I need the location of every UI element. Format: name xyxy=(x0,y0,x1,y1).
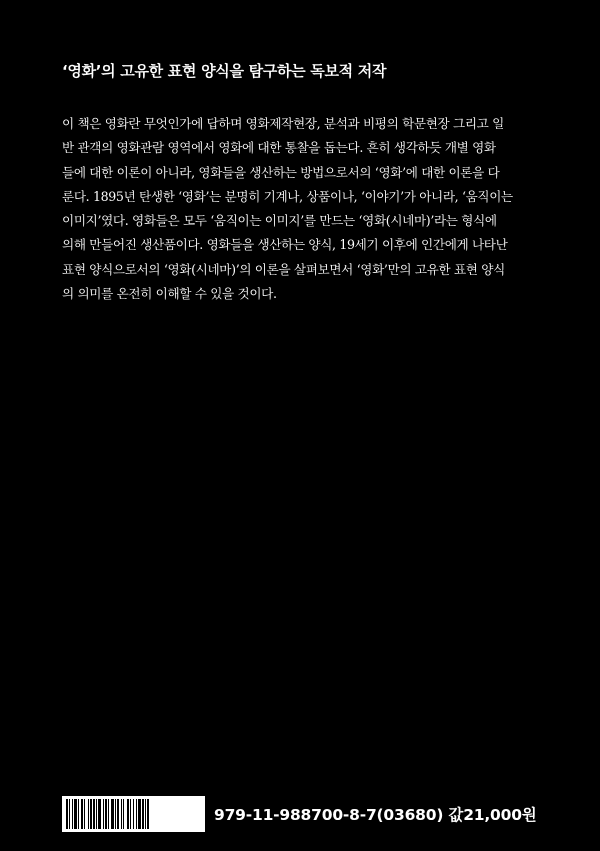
description-line: 룬다. 1895년 탄생한 ‘영화’는 분명히 기계나, 상품이나, ‘이야기’가 아니라, ‘움직이는 xyxy=(62,188,513,204)
description-line: 의해 만들어진 생산품이다. 영화들을 생산하는 양식, 19세기 이후에 인간에게 나타난 xyxy=(62,237,508,253)
description-line: 이미지’였다. 영화들은 모두 ‘움직이는 이미지’를 만드는 ‘영화(시네마)’라는 형식에 xyxy=(62,213,497,229)
description-line: 표현 양식으로서의 ‘영화(시네마)’의 이론을 살펴보면서 ‘영화’만의 고유한 표현 양식 xyxy=(62,261,505,277)
description-line: 의 의미를 온전히 이해할 수 있을 것이다. xyxy=(62,286,277,302)
barcode-icon xyxy=(62,796,205,832)
description-text xyxy=(62,112,540,306)
isbn-price: 979-11-988700-8-7(03680) 값21,000원 xyxy=(214,806,537,824)
description-line: 반 관객의 영화관람 영역에서 영화에 대한 통찰을 돕는다. 흔히 생각하듯 개별 영화 xyxy=(62,140,496,156)
description-line: 들에 대한 이론이 아니라, 영화들을 생산하는 방법으로서의 ‘영화’에 대한 이론을 다 xyxy=(62,164,500,180)
headline: ‘영화’의 고유한 표현 양식을 탐구하는 독보적 저작 xyxy=(62,62,387,80)
description-line: 이 책은 영화란 무엇인가에 답하며 영화제작현장, 분석과 비평의 학문현장 그리고 일 xyxy=(62,116,504,131)
